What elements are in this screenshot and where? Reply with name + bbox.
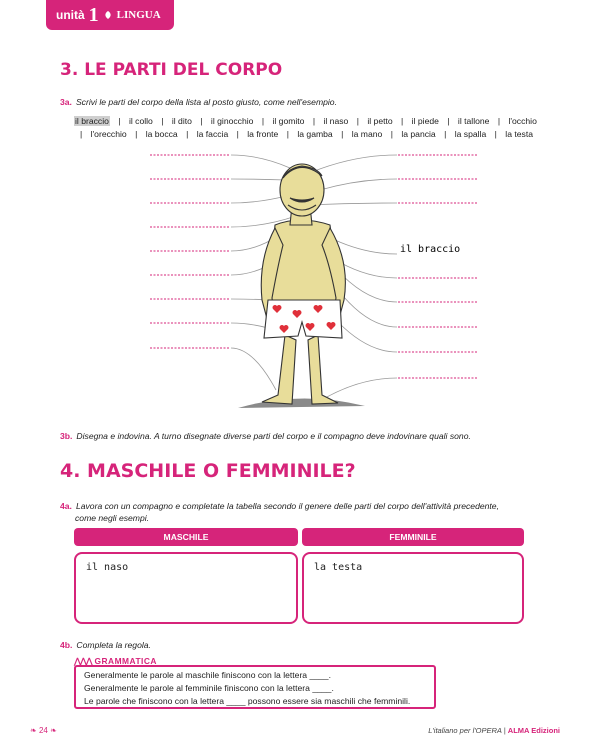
unit-topic: LINGUA (116, 9, 161, 21)
instruction-3b-number: 3b. (60, 431, 73, 441)
word-list-item: il piede (411, 116, 439, 126)
leader-line (231, 155, 290, 168)
word-list-item: la mano (351, 129, 383, 139)
section-3-title: 3. LE PARTI DEL CORPO (60, 60, 283, 80)
grammar-rule-3: Le parole che finiscono con la lettera ____ possono essere sia maschili che femminili. (84, 696, 411, 706)
word-separator: | (186, 129, 189, 139)
maschile-answer-box[interactable] (74, 552, 298, 624)
page-number (30, 726, 57, 735)
ground-shadow (238, 398, 365, 408)
instruction-3b-text: Disegna e indovina. A turno disegnate diverse parti del corpo e il compagno deve indovinare quali sono. (76, 431, 471, 441)
man-drawing (261, 164, 345, 404)
femminile-example: la testa (314, 562, 363, 573)
publisher-brand: L'italiano per l'OPERA | ALMA Edizioni (428, 726, 560, 735)
maschile-example: il naso (86, 562, 129, 573)
word-separator: | (497, 116, 501, 126)
instruction-3a-number: 3a. (60, 97, 72, 107)
column-header-maschile: MASCHILE (74, 528, 298, 546)
femminile-answer-box[interactable] (302, 552, 524, 624)
word-list-item: la pancia (401, 129, 436, 139)
example-answer-label: il braccio (400, 244, 461, 255)
word-list-item: la fronte (247, 129, 279, 139)
word-separator: | (135, 129, 138, 139)
unit-word: unità (56, 8, 85, 22)
word-separator: | (118, 116, 121, 126)
word-list-item: la spalla (454, 129, 487, 139)
word-separator: | (447, 116, 450, 126)
leader-line (231, 323, 268, 328)
grammar-rule-2: Generalmente le parole al femminile finiscono con la lettera ____. (84, 683, 334, 693)
word-separator: | (390, 129, 393, 139)
word-separator: | (312, 116, 316, 126)
unit-number: 1 (88, 3, 99, 26)
instruction-4a-text: Lavora con un compagno e completate la tabella secondo il genere delle parti del corpo dell'attività precedente, (75, 501, 499, 511)
word-list-item: il dito (171, 116, 192, 126)
instruction-4a-text-2: come negli esempi. (75, 513, 150, 523)
instruction-4b-number: 4b. (60, 640, 73, 650)
word-list-item: l'orecchio (90, 129, 127, 139)
word-separator: | (444, 129, 447, 139)
word-list-item: il collo (128, 116, 153, 126)
word-list-item: la bocca (145, 129, 178, 139)
instruction-4a-number: 4a. (60, 501, 72, 511)
word-list-item: il gomito (272, 116, 305, 126)
instruction-4b-text: Completa la regola. (76, 640, 151, 650)
word-separator: | (494, 129, 497, 139)
column-header-femminile: FEMMINILE (302, 528, 524, 546)
word-list-item: il petto (367, 116, 393, 126)
leaf-icon: ❧ (50, 726, 57, 735)
leader-line (312, 155, 397, 172)
word-list-item: l'occhio (508, 116, 537, 126)
leader-line (231, 179, 286, 180)
brand-publisher: ALMA Edizioni (507, 726, 560, 735)
leader-line (231, 348, 276, 390)
word-list-item: la testa (505, 129, 533, 139)
word-separator: | (286, 129, 289, 139)
leaf-icon: ❧ (30, 726, 37, 735)
leader-line (335, 240, 397, 254)
grammar-rule-1: Generalmente le parole al maschile finiscono con la lettera ____. (84, 670, 331, 680)
leader-line (231, 196, 286, 203)
word-separator: | (356, 116, 359, 126)
leader-line (325, 378, 397, 398)
page-number-text: 24 (38, 726, 48, 735)
leader-line (338, 290, 397, 327)
instruction-4b (60, 640, 151, 650)
instruction-4a (60, 500, 499, 524)
word-list-item: la gamba (297, 129, 333, 139)
grammar-label-text: GRAMMATICA (94, 656, 157, 666)
word-separator: | (236, 129, 239, 139)
instruction-3b (60, 431, 471, 441)
brand-title: L'italiano per l'OPERA (428, 726, 502, 735)
word-separator: | (401, 116, 404, 126)
grammar-zigzag-icon: ⋀⋀⋀ (74, 656, 92, 666)
word-separator: | (341, 129, 344, 139)
leader-line (320, 179, 397, 190)
word-list-item: la faccia (196, 129, 229, 139)
word-list-item: il ginocchio (210, 116, 254, 126)
word-separator: | (261, 116, 265, 126)
word-list-item: il braccio (75, 116, 109, 126)
word-separator: | (200, 116, 203, 126)
instruction-3a-text: Scrivi le parti del corpo della lista al posto giusto, come nell'esempio. (75, 97, 337, 107)
grammar-rule-box (74, 665, 436, 709)
word-list-item: il tallone (457, 116, 490, 126)
word-separator: | (161, 116, 164, 126)
section-4-title: 4. MASCHILE O FEMMINILE? (60, 460, 356, 482)
word-separator: | (80, 129, 83, 139)
word-list-item: il naso (323, 116, 349, 126)
